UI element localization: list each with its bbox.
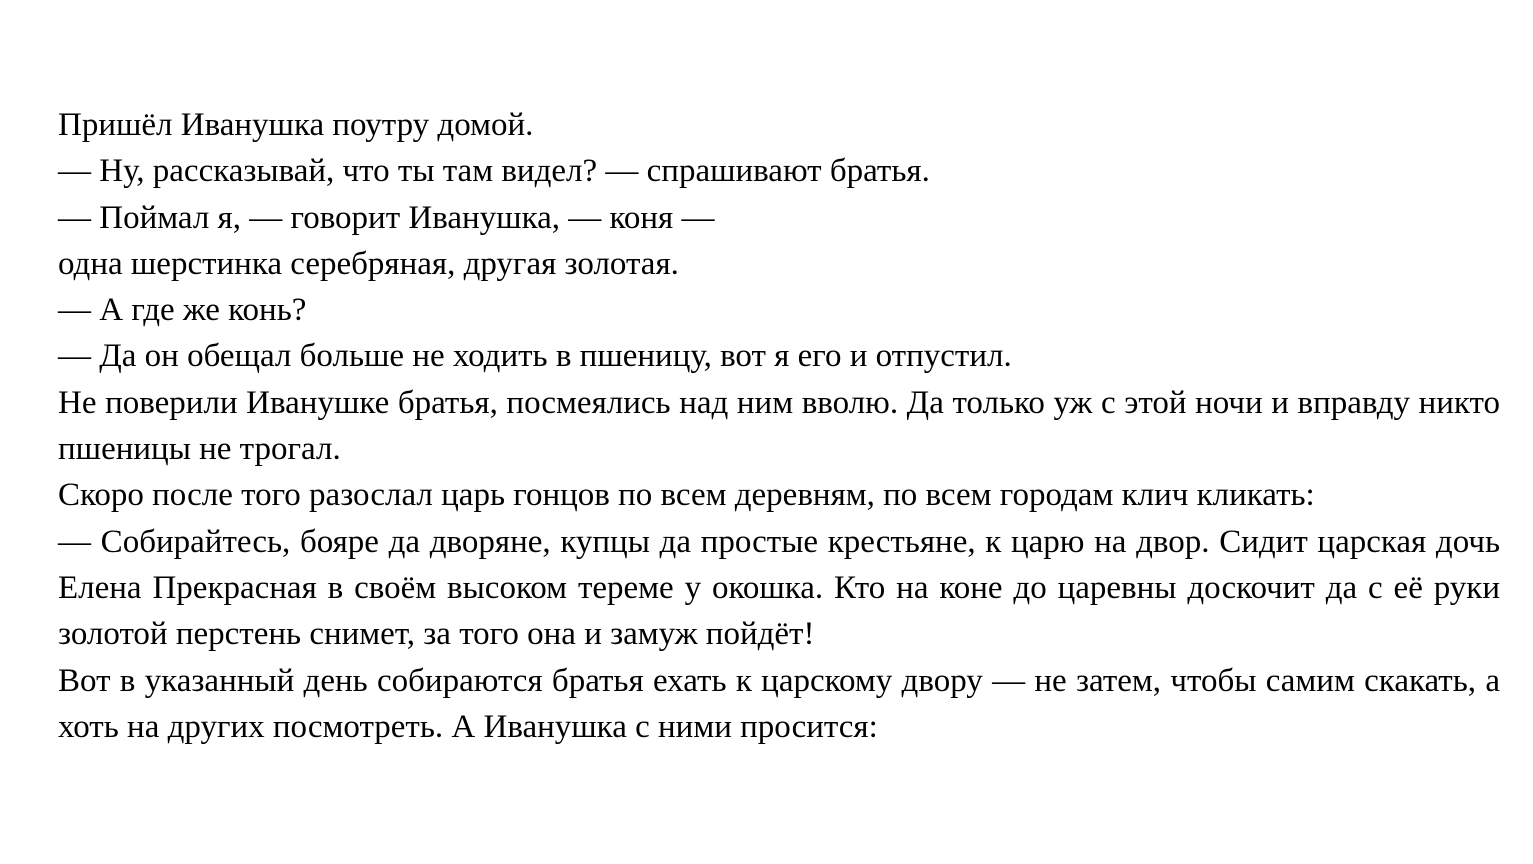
paragraph-6: — Да он обещал больше не ходить в пшеницу, вот я его и отпустил.: [58, 338, 1012, 375]
story-text: [58, 102, 1500, 750]
paragraph-2: — Ну, рассказывай, что ты там видел? — спрашивают братья.: [58, 153, 930, 190]
paragraph-5: — А где же конь?: [58, 292, 307, 329]
paragraph-9: — Собирайтесь, бояре да дворяне, купцы да простые крестьяне, к царю на двор. Сидит царская дочь Елена Прекрасная в своём высоком тереме у окошка. Кто на коне до царевны доскочит да с её руки золотой перстень снимет, за того она и замуж пойдёт!: [58, 523, 1500, 653]
paragraph-8: Скоро после того разослал царь гонцов по всем деревням, по всем городам клич кликать:: [58, 477, 1315, 514]
paragraph-4: одна шерстинка серебряная, другая золотая.: [58, 245, 679, 282]
paragraph-3: — Поймал я, — говорит Иванушка, — коня —: [58, 199, 715, 236]
paragraph-1: Пришёл Иванушка поутру домой.: [58, 107, 534, 143]
paragraph-10: Вот в указанный день собираются братья ехать к царскому двору — не затем, чтобы самим скакать, а хоть на других посмотреть. А Иванушка с ними просится:: [58, 662, 1500, 745]
paragraph-7: Не поверили Иванушке братья, посмеялись над ним вволю. Да только уж с этой ночи и вправду никто пшеницы не трогал.: [58, 384, 1500, 468]
